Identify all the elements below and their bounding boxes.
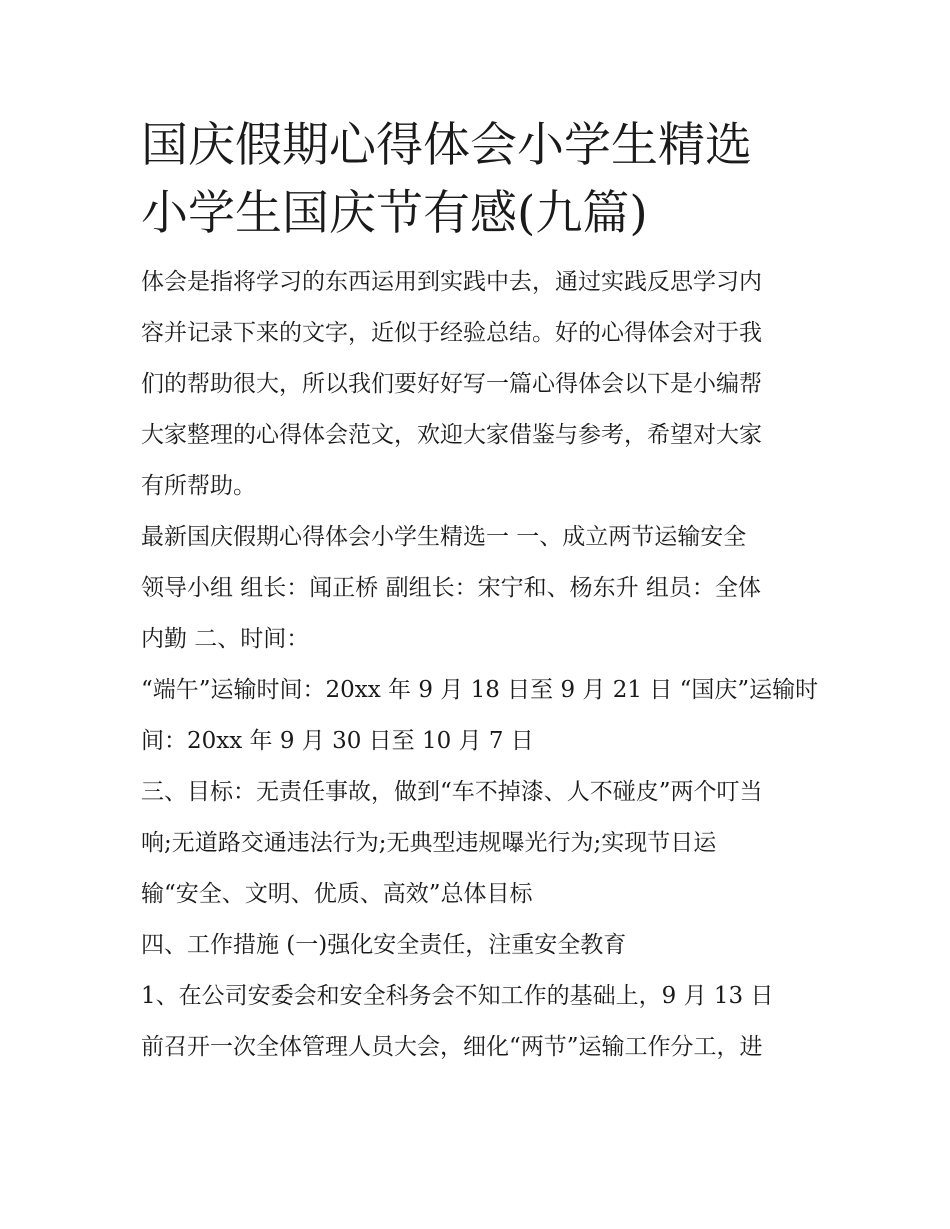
body-line-2: 容并记录下来的文字，近似于经验总结。好的心得体会对于我	[141, 320, 762, 346]
body-line-10: 间：20xx 年 9 月 30 日至 10 月 7 日	[141, 728, 534, 754]
body-line-8: 内勤 二、时间：	[141, 626, 310, 652]
body-line-5: 有所帮助。	[141, 473, 256, 499]
document-title-line-1: 国庆假期心得体会小学生精选	[141, 118, 752, 173]
body-line-1: 体会是指将学习的东西运用到实践中去，通过实践反思学习内	[141, 269, 762, 295]
body-line-4: 大家整理的心得体会范文，欢迎大家借鉴与参考，希望对大家	[141, 422, 762, 448]
document-body	[141, 257, 821, 1073]
body-line-3: 们的帮助很大，所以我们要好好写一篇心得体会以下是小编帮	[141, 371, 762, 397]
body-line-6: 最新国庆假期心得体会小学生精选一 一、成立两节运输安全	[141, 524, 747, 550]
body-line-14: 四、工作措施 (一)强化安全责任，注重安全教育	[141, 932, 627, 958]
body-line-16: 前召开一次全体管理人员大会，细化“两节”运输工作分工，进	[141, 1034, 763, 1060]
body-line-7: 领导小组 组长：闻正桥 副组长：宋宁和、杨东升 组员：全体	[141, 575, 761, 601]
body-line-9: “端午”运输时间：20xx 年 9 月 18 日至 9 月 21 日 “国庆”运输时	[141, 677, 819, 703]
body-line-15: 1、在公司安委会和安全科务会不知工作的基础上，9 月 13 日	[141, 983, 774, 1009]
body-line-13: 输“安全、文明、优质、高效”总体目标	[141, 881, 533, 907]
document-title-line-2: 小学生国庆节有感(九篇)	[141, 186, 648, 241]
document-content	[141, 112, 821, 1073]
body-line-12: 响;无道路交通违法行为;无典型违规曝光行为;实现节日运	[141, 830, 717, 856]
body-line-11: 三、目标：无责任事故，做到“车不掉漆、人不碰皮”两个叮当	[141, 779, 763, 805]
